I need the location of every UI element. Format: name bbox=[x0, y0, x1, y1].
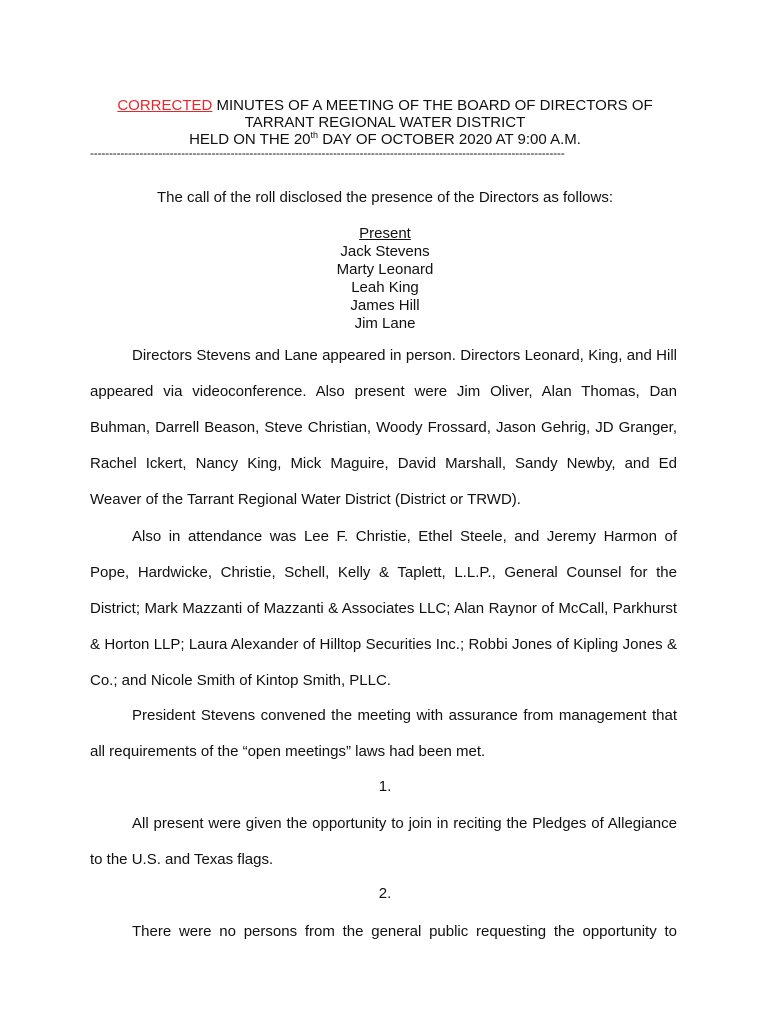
director-name: Jack Stevens bbox=[340, 243, 430, 260]
attendance-paragraph: Directors Stevens and Lane appeared in person. Directors Leonard, King, and Hill appeared via videoconference. Also present were Jim Oliver, Alan Thomas, Dan Buhman, Darrell Beason, Steve Christian, Woody Frossard, Jason Gehrig, JD Granger, Rachel Ickert, Nancy King, Mick Maguire, David Marshall, Sandy Newby, and Ed Weaver of the Tarrant Regional Water District (District or TRWD). bbox=[90, 347, 677, 508]
item-1-paragraph: All present were given the opportunity to join in reciting the Pledges of Allegiance to the U.S. and Texas flags. bbox=[90, 815, 677, 868]
title-line-2: TARRANT REGIONAL WATER DISTRICT bbox=[244, 114, 526, 131]
corrected-label: CORRECTED bbox=[117, 97, 213, 114]
document-title bbox=[90, 97, 680, 148]
title-line-3-a: HELD ON THE 20 bbox=[189, 131, 311, 148]
present-directors-list bbox=[90, 225, 680, 333]
director-name: Jim Lane bbox=[354, 315, 416, 332]
title-line-3-b: DAY OF OCTOBER 2020 AT 9:00 A.M. bbox=[318, 131, 581, 148]
item-number-1: 1. bbox=[378, 778, 392, 795]
title-line-1-text: MINUTES OF A MEETING OF THE BOARD OF DIRECTORS OF bbox=[212, 97, 653, 114]
item-number-2: 2. bbox=[378, 885, 392, 902]
director-name: Marty Leonard bbox=[336, 261, 434, 278]
item-2-paragraph: There were no persons from the general public requesting the opportunity to bbox=[132, 923, 677, 940]
present-heading: Present bbox=[359, 225, 411, 242]
title-line-1 bbox=[90, 97, 680, 114]
counsel-paragraph: Also in attendance was Lee F. Christie, Ethel Steele, and Jeremy Harmon of Pope, Hardwicke, Christie, Schell, Kelly & Taplett, L.L.P., General Counsel for the District; Mark Mazzanti of Mazzanti & Associates LLC; Alan Raynor of McCall, Parkhurst & Horton LLP; Laura Alexander of Hilltop Securities Inc.; Robbi Jones of Kipling Jones & Co.; and Nicole Smith of Kintop Smith, PLLC. bbox=[90, 528, 677, 689]
title-line-3-sup: th bbox=[310, 130, 319, 140]
dashed-rule: ----------------------------------------------------------------------------------------------------------------------------- bbox=[90, 146, 565, 160]
director-name: James Hill bbox=[350, 297, 420, 314]
roll-call-intro: The call of the roll disclosed the presence of the Directors as follows: bbox=[156, 189, 614, 206]
convened-paragraph: President Stevens convened the meeting with assurance from management that all requirements of the “open meetings” laws had been met. bbox=[90, 707, 677, 760]
director-name: Leah King bbox=[351, 279, 419, 296]
